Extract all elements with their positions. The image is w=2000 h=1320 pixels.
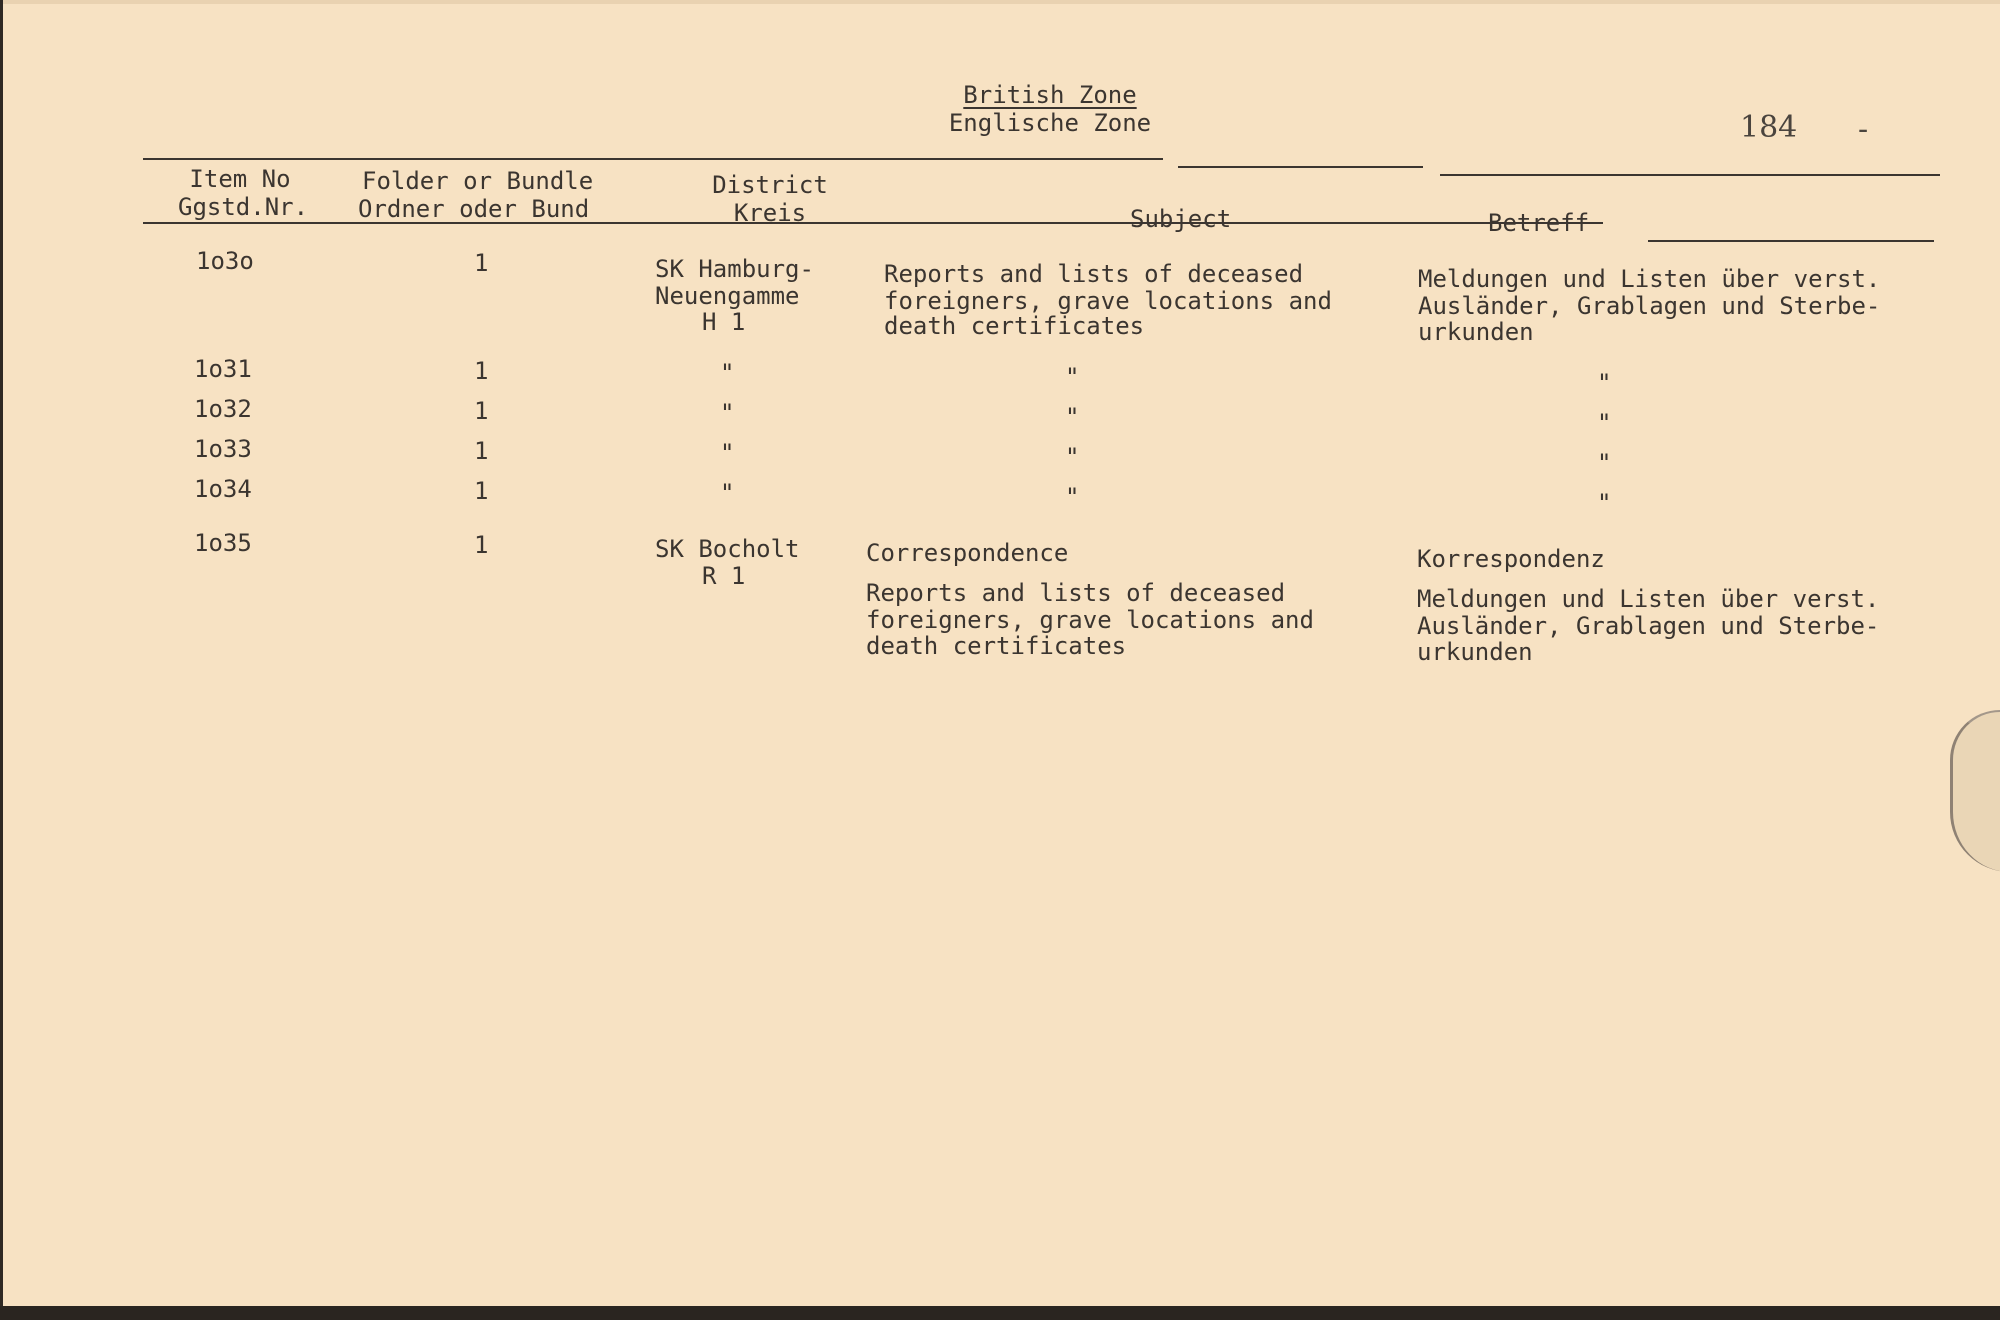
row-1032-betreff: " xyxy=(1597,409,1612,437)
row-1030-item: 1o3o xyxy=(196,247,254,275)
col-header-district-de: Kreis xyxy=(733,199,807,227)
row-1031-subject: " xyxy=(1065,363,1080,391)
row-1033-betreff: " xyxy=(1597,449,1612,477)
header-rule-middle xyxy=(1178,166,1423,168)
row-1031-item: 1o31 xyxy=(194,355,252,383)
row-1034-folder: 1 xyxy=(474,477,489,505)
row-1035-district-line1: SK Bocholt xyxy=(655,535,800,563)
row-1035-subject-line3: death certificates xyxy=(866,632,1127,660)
row-1030-folder: 1 xyxy=(474,249,489,277)
row-1033-folder: 1 xyxy=(474,437,489,465)
row-1030-district-line1: SK Hamburg- xyxy=(655,255,814,283)
row-1032-district: " xyxy=(720,399,735,427)
row-1033-subject: " xyxy=(1065,443,1080,471)
row-1035-betreff-line1: Meldungen und Listen über verst. xyxy=(1417,585,1880,613)
row-1031-folder: 1 xyxy=(474,357,489,385)
zone-title-de: Englische Zone xyxy=(948,109,1152,137)
row-1035-betreff-line2: Ausländer, Grablagen und Sterbe- xyxy=(1417,612,1880,640)
header-rule-left xyxy=(143,158,1163,160)
row-1033-item: 1o33 xyxy=(194,435,252,463)
row-1031-betreff: " xyxy=(1597,369,1612,397)
col-header-item-en: Item No xyxy=(189,165,291,193)
row-1035-folder: 1 xyxy=(474,531,489,559)
paper-tab xyxy=(1950,710,2000,872)
page-mark: - xyxy=(1858,112,1869,147)
row-1033-district: " xyxy=(720,439,735,467)
row-1030-subject-line1: Reports and lists of deceased xyxy=(884,260,1304,288)
column-header-rule xyxy=(143,222,1603,224)
row-1035-subject-heading: Correspondence xyxy=(866,539,1069,567)
col-header-folder-en: Folder or Bundle xyxy=(362,167,594,195)
row-1035-betreff-heading: Korrespondenz xyxy=(1417,545,1605,573)
zone-title-en: British Zone xyxy=(963,81,1137,109)
row-1035-item: 1o35 xyxy=(194,529,252,557)
col-header-item-de: Ggstd.Nr. xyxy=(178,193,309,221)
header-rule-right xyxy=(1440,174,1940,176)
column-header-rule-right xyxy=(1648,240,1934,242)
col-header-folder-de: Ordner oder Bund xyxy=(358,195,590,223)
row-1030-subject-line2: foreigners, grave locations and xyxy=(884,287,1332,315)
row-1034-betreff: " xyxy=(1597,489,1612,517)
col-header-district-en: District xyxy=(712,171,828,199)
row-1035-subject-line2: foreigners, grave locations and xyxy=(866,606,1314,634)
row-1030-subject-line3: death certificates xyxy=(884,312,1145,340)
row-1030-betreff-line1: Meldungen und Listen über verst. xyxy=(1418,265,1881,293)
row-1030-district-line2: Neuengamme xyxy=(655,282,800,310)
row-1030-betreff-line2: Ausländer, Grablagen und Sterbe- xyxy=(1418,292,1881,320)
row-1030-district-line3: H 1 xyxy=(702,308,746,336)
page-number: 184 xyxy=(1740,110,1798,145)
row-1034-district: " xyxy=(720,479,735,507)
scan-bottom-edge xyxy=(0,1306,2000,1320)
row-1032-subject: " xyxy=(1065,403,1080,431)
row-1032-item: 1o32 xyxy=(194,395,252,423)
row-1035-subject-line1: Reports and lists of deceased xyxy=(866,579,1286,607)
row-1032-folder: 1 xyxy=(474,397,489,425)
row-1035-betreff-line3: urkunden xyxy=(1417,638,1533,666)
row-1034-item: 1o34 xyxy=(194,475,252,503)
row-1034-subject: " xyxy=(1065,483,1080,511)
col-header-betreff: Betreff xyxy=(1488,209,1590,237)
col-header-subject: Subject xyxy=(1130,205,1232,233)
row-1035-district-line2: R 1 xyxy=(702,562,746,590)
scan-left-edge xyxy=(0,0,3,1320)
row-1031-district: " xyxy=(720,359,735,387)
page-top-edge xyxy=(0,0,2000,4)
row-1030-betreff-line3: urkunden xyxy=(1418,318,1534,346)
